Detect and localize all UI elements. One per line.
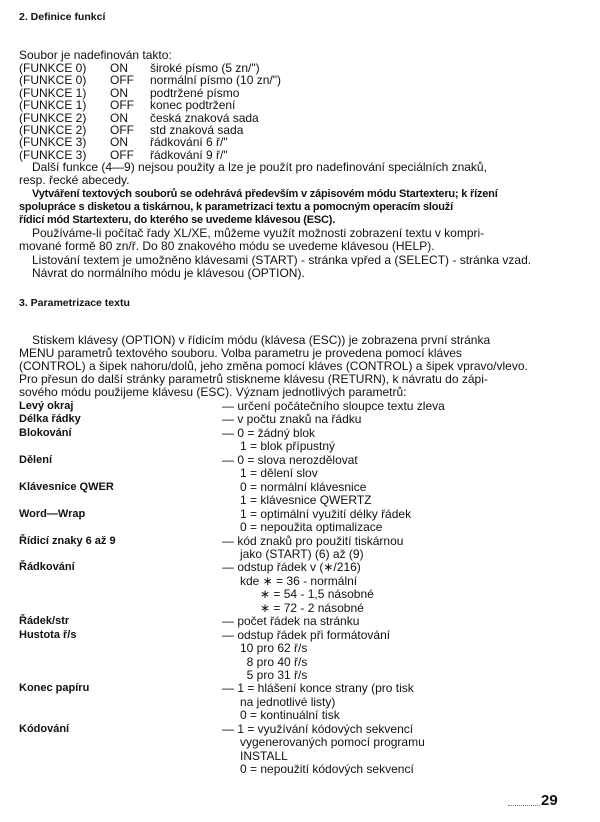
parameter-label: Konec papíru [19, 682, 90, 695]
function-name: (FUNKCE 3) [19, 147, 87, 162]
parameter-value: 1 = klávesnice QWERTZ [240, 493, 372, 508]
parameter-description: — počet řádek na stránku [222, 614, 360, 629]
function-state: ON [110, 85, 128, 100]
function-name: (FUNKCE 2) [19, 110, 87, 125]
section-2-heading: 2. Definice funkcí [19, 11, 106, 23]
parameter-value: kde ∗ = 36 - normální [240, 573, 358, 588]
function-state: ON [110, 61, 128, 75]
function-state: OFF [110, 98, 134, 113]
p2-line-1: Používáme-li počítač řady XL/XE, můžeme využít možnosti zobrazení textu v kompri- [32, 226, 485, 240]
parameter-description: — 0 = slova nerozdělovat [222, 452, 358, 467]
s3-line-2: MENU parametrů textového souboru. Volba parametru je provedena pomocí kláves [19, 346, 462, 360]
s3-line-4: Pro přesun do další stránky parametrů stiskneme klávesu (RETURN), k návratu do zápi- [19, 372, 488, 386]
p1-line-2: resp. řecké abecedy. [19, 173, 130, 187]
function-state: ON [110, 110, 128, 125]
parameter-description: — 1 = využívání kódových sekvencí [222, 721, 414, 736]
section-2-intro: Soubor je nadefinován takto: [19, 48, 172, 62]
function-desc: česká znaková sada [150, 110, 259, 125]
parameter-value: jako (START) (6) až (9) [240, 546, 364, 561]
function-name: (FUNKCE 1) [19, 85, 87, 100]
s3-line-1: Stiskem klávesy (OPTION) v řídicím módu (klávesa (ESC)) je zobrazena první stránka [32, 333, 491, 347]
parameter-value: na jednotlivé listy) [240, 694, 336, 709]
parameter-value: INSTALL [240, 748, 288, 763]
section-3-heading: 3. Parametrizace textu [19, 297, 130, 309]
parameter-description: — 1 = hlášení konce strany (pro tisk [222, 681, 414, 696]
page-number: 29 [541, 792, 558, 809]
function-state: OFF [110, 73, 134, 88]
parameter-value: 0 = nepoužití kódových sekvencí [240, 762, 414, 777]
parameter-label: Hustota ř/s [19, 628, 77, 641]
parameter-label: Levý okraj [19, 400, 74, 412]
bold-paragraph-line-1: Vytváření textových souborů se odehrává především v zápisovém módu Startexteru; k řízení [32, 188, 498, 200]
parameter-value: 1 = optimální využití délky řádek [240, 506, 412, 521]
parameter-value: ∗ = 54 - 1,5 násobné [240, 587, 374, 602]
page-number-leader [508, 805, 540, 806]
function-desc: normální písmo (10 zn/") [150, 73, 281, 88]
parameter-value: 8 pro 40 ř/s [240, 654, 308, 669]
parameter-label: Kódování [19, 722, 70, 735]
function-desc: široké písmo (5 zn/") [150, 61, 260, 75]
parameter-value: 0 = kontinuální tisk [240, 708, 340, 723]
function-desc: podtržené písmo [150, 85, 240, 100]
parameter-value: vygenerovaných pomocí programu [240, 735, 425, 750]
p2-line-2: mované formě 80 zn/ř. Do 80 znakového módu se uvedeme klávesou (HELP). [19, 239, 435, 253]
function-name: (FUNKCE 3) [19, 135, 87, 150]
function-desc: řádkování 6 ř/" [150, 135, 228, 150]
p4-line-1: Návrat do normálního módu je klávesou (OPTION). [32, 266, 305, 280]
parameter-label: Řídicí znaky 6 až 9 [19, 534, 116, 547]
parameter-value: 1 = blok přípustný [240, 439, 336, 454]
function-desc: řádkování 9 ř/" [150, 147, 228, 162]
parameter-description: — odstup řádek při formátování [222, 627, 391, 642]
parameter-label: Word—Wrap [19, 507, 86, 520]
parameter-description: — odstup řádek v (∗/216) [222, 560, 361, 575]
function-state: OFF [110, 123, 134, 137]
p3-line-1: Listování textem je umožněno klávesami (START) - stránka vpřed a (SELECT) - stránka vzad. [32, 253, 532, 267]
s3-line-3: (CONTROL) a šipek nahoru/dolů, jeho změna pomocí kláves (CONTROL) a šipek vpravo/vlevo. [19, 359, 528, 373]
function-name: (FUNKCE 1) [19, 98, 87, 113]
function-state: OFF [110, 147, 134, 162]
parameter-label: Dělení [19, 453, 53, 466]
parameter-value: 1 = dělení slov [240, 466, 318, 481]
function-state: ON [110, 135, 128, 150]
parameter-value: 10 pro 62 ř/s [240, 641, 308, 656]
parameter-description: — 0 = žádný blok [222, 425, 316, 440]
parameter-description: — v počtu znaků na řádku [222, 412, 362, 427]
parameter-label: Řádek/str [19, 615, 70, 628]
function-name: (FUNKCE 0) [19, 73, 87, 88]
parameter-label: Klávesnice QWER [19, 480, 114, 493]
function-name: (FUNKCE 2) [19, 123, 87, 137]
parameter-label: Řádkování [19, 561, 75, 574]
parameter-value: 0 = nepoužita optimalizace [240, 520, 383, 535]
parameter-value: 0 = normální klávesnice [240, 479, 367, 494]
p1-line-1: Další funkce (4—9) nejsou použity a lze je použít pro nadefinování speciálních znaků, [32, 160, 487, 174]
bold-paragraph-line-2: spolupráce s disketou a tiskárnou, k parametrizaci textu a pomocným operacím slouží [19, 201, 453, 213]
s3-line-5: sového módu použijeme klávesu (ESC). Význam jednotlivých parametrů: [19, 385, 407, 399]
bold-paragraph-line-3: řídicí mód Startexteru, do kterého se uvedeme klávesou (ESC). [19, 214, 336, 226]
parameter-label: Délka řádky [19, 413, 81, 426]
parameter-label: Blokování [19, 426, 72, 439]
parameter-description: — určení počátečního sloupce textu zleva [222, 399, 445, 413]
parameter-value: ∗ = 72 - 2 násobné [240, 600, 364, 615]
function-name: (FUNKCE 0) [19, 61, 87, 75]
parameter-description: — kód znaků pro použití tiskárnou [222, 533, 404, 548]
function-desc: std znaková sada [150, 123, 244, 137]
parameter-value: 5 pro 31 ř/s [240, 668, 308, 682]
function-desc: konec podtržení [150, 98, 236, 113]
